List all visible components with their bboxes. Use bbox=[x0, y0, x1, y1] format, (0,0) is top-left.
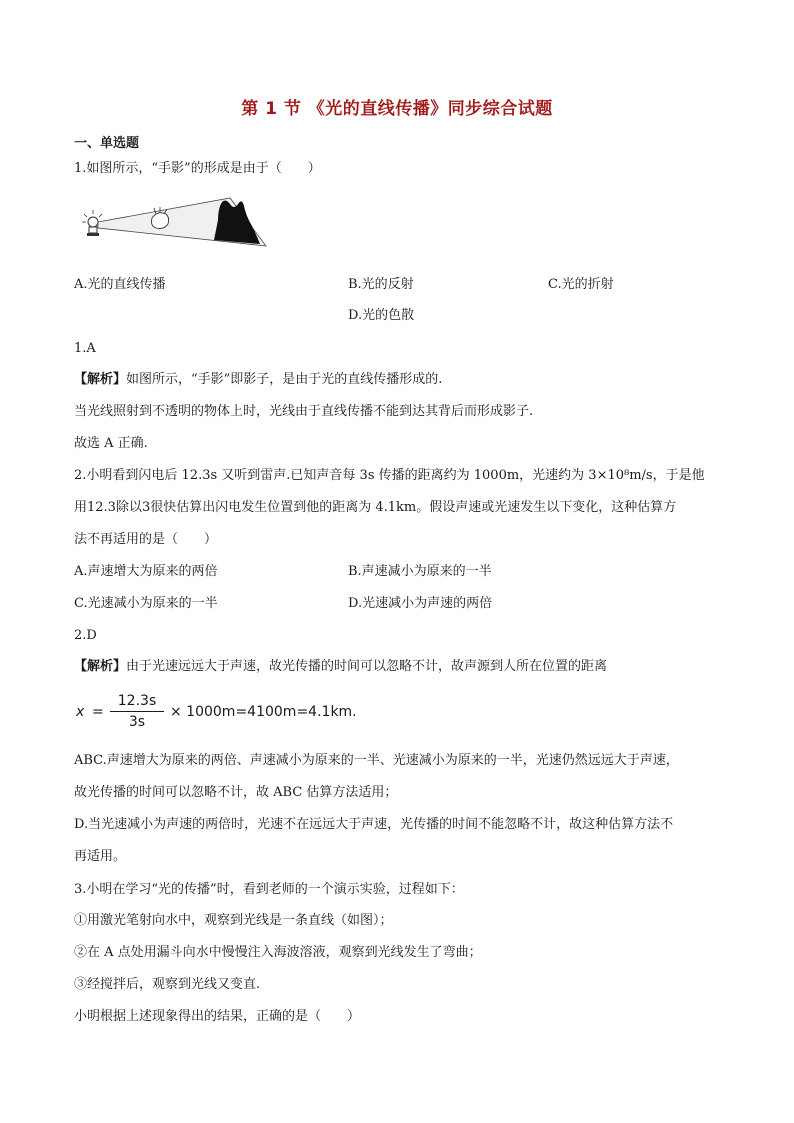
question-2-option-c: C.光速减小为原来的一半 bbox=[74, 596, 218, 611]
fraction-bar bbox=[110, 711, 164, 712]
question-2-analysis-line-3: 故光传播的时间可以忽略不计，故 ABC 估算方法适用； bbox=[74, 785, 398, 800]
question-2-answer: 2.D bbox=[74, 628, 97, 643]
distance-formula bbox=[74, 692, 494, 732]
hand-shadow-figure bbox=[78, 190, 268, 252]
formula-result: × 1000m=4100m=4.1km. bbox=[170, 704, 357, 720]
question-1-analysis-line-2: 当光线照射到不透明的物体上时，光线由于直线传播不能到达其背后而形成影子. bbox=[74, 404, 534, 419]
formula-equals: = bbox=[92, 704, 104, 720]
formula-variable: x bbox=[76, 704, 85, 720]
formula-fraction bbox=[110, 692, 164, 731]
question-2-analysis-line-2: ABC.声速增大为原来的两倍、声速减小为原来的一半、光速减小为原来的一半，光速仍然远远大于声速， bbox=[74, 753, 679, 768]
question-2-option-b: B.声速减小为原来的一半 bbox=[348, 564, 492, 579]
question-1-option-a: A.光的直线传播 bbox=[74, 277, 166, 292]
question-1-option-b: B.光的反射 bbox=[348, 277, 414, 292]
question-2-analysis-line-5: 再适用。 bbox=[74, 849, 127, 864]
question-2-option-d: D.光速减小为声速的两倍 bbox=[348, 596, 493, 611]
analysis-tag: 【解析】 bbox=[74, 372, 127, 387]
question-3-line-1: 3.小明在学习“光的传播”时，看到老师的一个演示实验，过程如下： bbox=[74, 882, 464, 897]
section-heading: 一、单选题 bbox=[74, 136, 140, 151]
question-3-line-2: ①用激光笔射向水中，观察到光线是一条直线（如图）； bbox=[74, 913, 393, 928]
question-2-analysis-line-1: 【解析】由于光速远远大于声速，故光传播的时间可以忽略不计，故声源到人所在位置的距离 bbox=[74, 659, 608, 674]
shadow-silhouette bbox=[214, 200, 260, 244]
question-2-stem-line-1: 2.小明看到闪电后 12.3s 又听到雷声.已知声音每 3s 传播的距离约为 1000m，光速约为 3×10⁸m/s，于是他 bbox=[74, 468, 705, 483]
question-1-option-c: C.光的折射 bbox=[548, 277, 614, 292]
question-3-line-5: 小明根据上述现象得出的结果，正确的是（ ） bbox=[74, 1009, 361, 1024]
question-2-stem-line-2: 用12.3除以3很快估算出闪电发生位置到他的距离为 4.1km。假设声速或光速发生以下变化，这种估算方 bbox=[74, 500, 677, 515]
question-1-analysis-line-1: 【解析】如图所示，“手影”即影子，是由于光的直线传播形成的. bbox=[74, 372, 443, 387]
formula-denominator: 3s bbox=[128, 714, 146, 730]
analysis-tag: 【解析】 bbox=[74, 659, 127, 674]
question-3-line-3: ②在 A 点处用漏斗向水中慢慢注入海波溶液，观察到光线发生了弯曲； bbox=[74, 945, 482, 960]
question-1-option-d: D.光的色散 bbox=[348, 308, 415, 323]
hand-icon bbox=[152, 207, 169, 229]
question-2-stem-line-3: 法不再适用的是（ ） bbox=[74, 532, 218, 547]
question-1-stem: 1.如图所示，“手影”的形成是由于（ ） bbox=[74, 161, 321, 176]
question-3-line-4: ③经搅拌后，观察到光线又变直. bbox=[74, 977, 261, 992]
page-title: 第 1 节 《光的直线传播》同步综合试题 bbox=[241, 99, 553, 119]
question-1-analysis-line-3: 故选 A 正确. bbox=[74, 436, 148, 451]
formula-numerator: 12.3s bbox=[117, 693, 157, 709]
question-2-option-a: A.声速增大为原来的两倍 bbox=[74, 564, 218, 579]
question-2-analysis-line-4: D.当光速减小为声速的两倍时，光速不在远远大于声速，光传播的时间不能忽略不计，故这种估算方法不 bbox=[74, 817, 674, 832]
question-1-answer: 1.A bbox=[74, 341, 96, 356]
